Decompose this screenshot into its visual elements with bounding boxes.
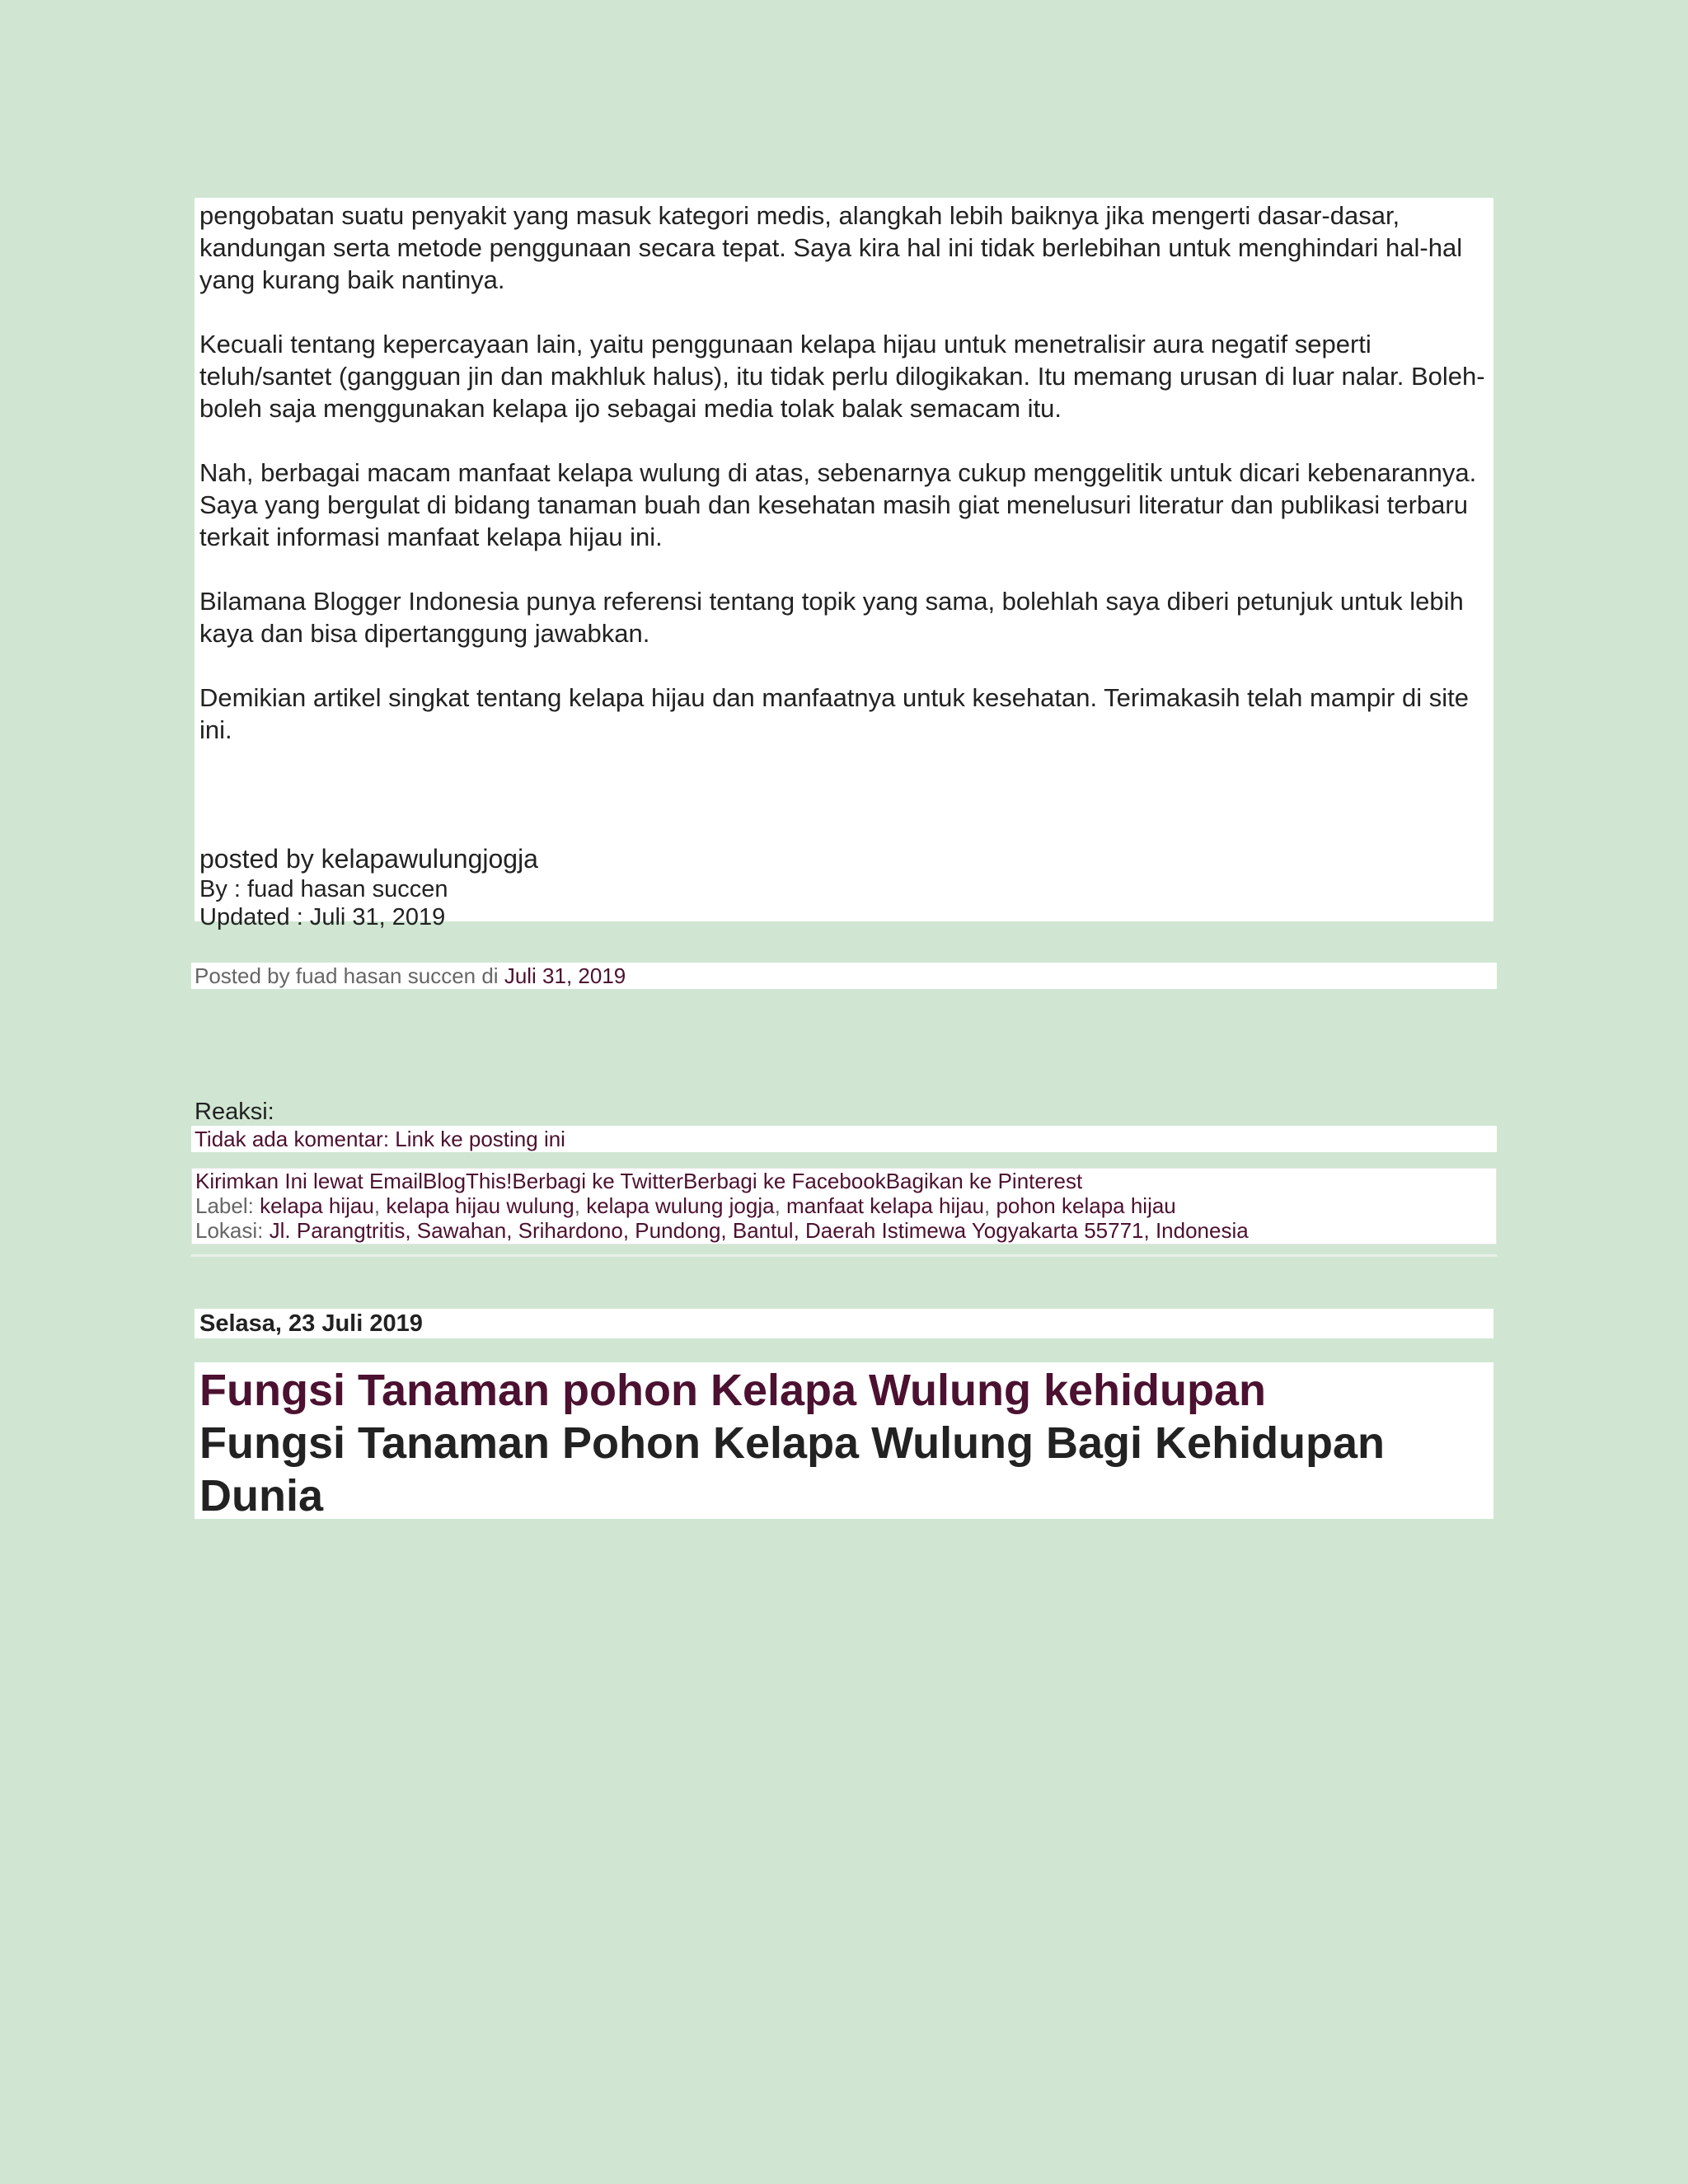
label-link[interactable]: kelapa hijau	[260, 1193, 374, 1218]
permalink-link[interactable]: Link ke posting ini	[395, 1127, 565, 1151]
post-paragraph: pengobatan suatu penyakit yang masuk kategori medis, alangkah lebih baiknya jika mengerti dasar-dasar, kandungan serta metode penggunaan secara tepat. Saya kira hal ini tidak berlebihan untuk menghindari hal-hal yang kurang baik nantinya.	[199, 201, 1463, 294]
post-author-prefix: Posted by fuad hasan succen di	[195, 963, 504, 988]
posted-by-text: posted by kelapawulungjogja	[199, 844, 538, 874]
label-separator: ,	[984, 1193, 991, 1218]
label-link[interactable]: kelapa hijau wulung	[386, 1193, 574, 1218]
label-separator: ,	[574, 1193, 580, 1218]
label-separator: ,	[774, 1193, 781, 1218]
label-link[interactable]: kelapa wulung jogja	[586, 1193, 775, 1218]
post-paragraph: Kecuali tentang kepercayaan lain, yaitu penggunaan kelapa hijau untuk menetralisir aura negatif seperti teluh/santet (gangguan jin dan makhluk halus), itu tidak perlu dilogikakan. Itu memang urusan di luar nalar. Boleh-boleh saja menggunakan kelapa ijo sebagai media tolak balak semacam itu.	[199, 330, 1485, 423]
post-subtitle: Fungsi Tanaman Pohon Kelapa Wulung Bagi Kehidupan Dunia	[199, 1418, 1386, 1521]
post-paragraph: Demikian artikel singkat tentang kelapa hijau dan manfaatnya untuk kesehatan. Terimakasih telah mampir di site ini.	[199, 683, 1469, 744]
share-twitter-button[interactable]: Berbagi ke Twitter	[512, 1169, 683, 1193]
post-body	[195, 198, 1493, 930]
date-header: Selasa, 23 Juli 2019	[195, 1309, 1493, 1338]
post-date-link[interactable]: Juli 31, 2019	[504, 963, 626, 988]
post-paragraph: Bilamana Blogger Indonesia punya referensi tentang topik yang sama, bolehlah saya diberi petunjuk untuk lebih kaya dan bisa dipertanggung jawabkan.	[199, 587, 1464, 648]
location-link[interactable]: Jl. Parangtritis, Sawahan, Srihardono, Pundong, Bantul, Daerah Istimewa Yogyakarta 55771, Indonesia	[269, 1218, 1249, 1243]
labels-heading: Label:	[195, 1193, 254, 1218]
post-labels	[195, 1193, 1493, 1218]
post-location	[195, 1218, 1493, 1243]
post-paragraph: Nah, berbagai macam manfaat kelapa wulung di atas, sebenarnya cukup menggelitik untuk dicari kebenarannya. Saya yang bergulat di bidang tanaman buah dan kesehatan masih giat menelusuri literatur dan publikasi terbaru terkait informasi manfaat kelapa hijau ini.	[199, 458, 1477, 551]
label-separator: ,	[373, 1193, 381, 1218]
label-link[interactable]: pohon kelapa hijau	[996, 1193, 1176, 1218]
spacer	[199, 746, 1489, 842]
post-footer	[191, 963, 1497, 989]
comments-bar	[191, 1126, 1497, 1152]
share-email-button[interactable]: Kirimkan Ini lewat Email	[195, 1169, 423, 1193]
post-title-block	[195, 1362, 1493, 1519]
post-divider	[191, 1254, 1497, 1257]
share-buttons	[195, 1169, 1493, 1193]
share-facebook-button[interactable]: Berbagi ke Facebook	[683, 1169, 886, 1193]
comments-link[interactable]: Tidak ada komentar:	[195, 1127, 390, 1151]
share-pinterest-button[interactable]: Bagikan ke Pinterest	[885, 1169, 1083, 1193]
label-link[interactable]: manfaat kelapa hijau	[786, 1193, 984, 1218]
reactions-label: Reaksi:	[195, 1099, 274, 1125]
share-and-labels	[191, 1168, 1497, 1244]
location-heading: Lokasi:	[195, 1218, 264, 1243]
share-blogthis-button[interactable]: BlogThis!	[422, 1169, 513, 1193]
author-text: By : fuad hasan succen	[199, 876, 448, 902]
post-title-link[interactable]: Fungsi Tanaman pohon Kelapa Wulung kehidupan	[199, 1366, 1267, 1415]
updated-text: Updated : Juli 31, 2019	[199, 904, 446, 930]
